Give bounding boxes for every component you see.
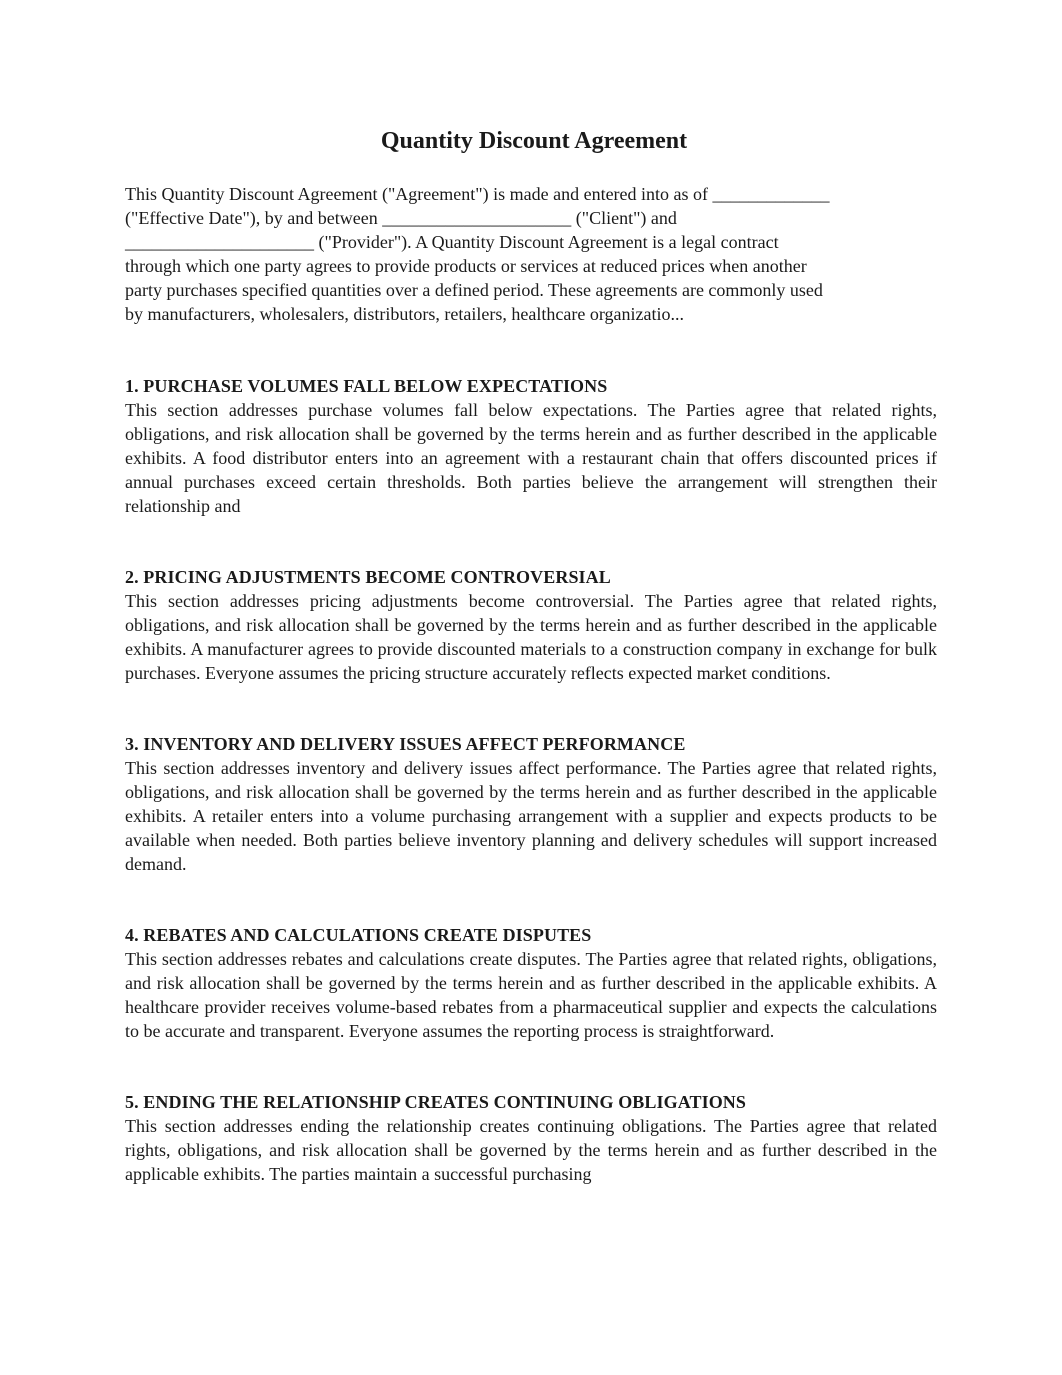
section-heading: 3. INVENTORY AND DELIVERY ISSUES AFFECT PERFORMANCE	[125, 734, 686, 754]
section-4	[125, 923, 937, 1043]
section-body: This section addresses inventory and delivery issues affect performance. The Parties agree that related rights, obligations, and risk allocation shall be governed by the terms herein and as further described in the applicable exhibits. A retailer enters into a volume purchasing arrangement with a supplier and expects products to be available when needed. Both parties believe inventory planning and delivery schedules will support increased demand.	[125, 758, 937, 874]
section-body: This section addresses purchase volumes fall below expectations. The Parties agree that related rights, obligations, and risk allocation shall be governed by the terms herein and as further described in the applicable exhibits. A food distributor enters into an agreement with a restaurant chain that offers discounted prices if annual purchases exceed certain thresholds. Both parties believe the arrangement will strengthen their relationship and	[125, 400, 937, 516]
section-heading: 5. ENDING THE RELATIONSHIP CREATES CONTINUING OBLIGATIONS	[125, 1092, 747, 1112]
section-body: This section addresses ending the relationship creates continuing obligations. The Parties agree that related rights, obligations, and risk allocation shall be governed by the terms herein and as further described in the applicable exhibits. The parties maintain a successful purchasing	[125, 1116, 937, 1184]
section-5	[125, 1090, 937, 1186]
intro-paragraph: This Quantity Discount Agreement ("Agreement") is made and entered into as of _____________ ("Effective Date"), by and between _____________________ ("Client") and _____________________ ("Provider"). A Quantity Discount Agreement is a legal contract through which one party agrees to provide products or services at reduced prices when another party purchases specified quantities over a defined period. These agreements are commonly used by manufacturers, wholesalers, distributors, retailers, healthcare organizatio...	[125, 184, 830, 324]
section-heading: 1. PURCHASE VOLUMES FALL BELOW EXPECTATIONS	[125, 376, 608, 396]
document-page	[125, 122, 937, 1233]
section-heading: 4. REBATES AND CALCULATIONS CREATE DISPUTES	[125, 925, 592, 945]
section-body: This section addresses pricing adjustments become controversial. The Parties agree that related rights, obligations, and risk allocation shall be governed by the terms herein and as further described in the applicable exhibits. A manufacturer agrees to provide discounted materials to a construction company in exchange for bulk purchases. Everyone assumes the pricing structure accurately reflects expected market conditions.	[125, 591, 937, 683]
section-2	[125, 565, 937, 685]
document-title: Quantity Discount Agreement	[380, 128, 688, 154]
section-3	[125, 732, 937, 876]
section-body: This section addresses rebates and calculations create disputes. The Parties agree that related rights, obligations, and risk allocation shall be governed by the terms herein and as further described in the applicable exhibits. A healthcare provider receives volume-based rebates from a pharmaceutical supplier and expects the calculations to be accurate and transparent. Everyone assumes the reporting process is straightforward.	[125, 949, 937, 1041]
section-1	[125, 374, 937, 518]
section-heading: 2. PRICING ADJUSTMENTS BECOME CONTROVERSIAL	[125, 567, 611, 587]
